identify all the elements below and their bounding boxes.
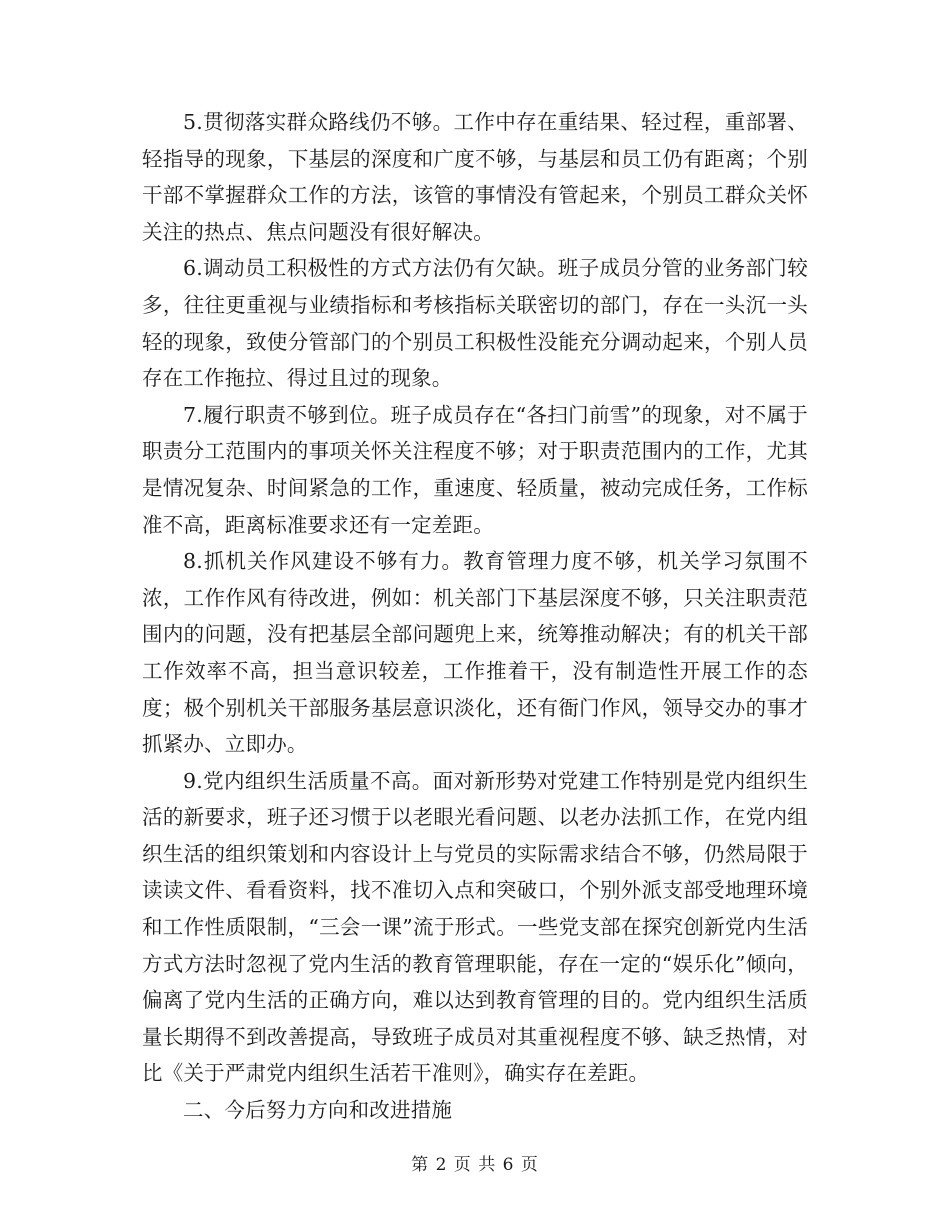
document-body [142,104,808,1129]
paragraph-item-5: 5.贯彻落实群众路线仍不够。工作中存在重结果、轻过程，重部署、轻指导的现象，下基层的深度和广度不够，与基层和员工仍有距离；个别干部不掌握群众工作的方法，该管的事情没有管起来，个别员工群众关怀关注的热点、焦点问题没有很好解决。 [142,110,808,244]
page-number-footer: 第 2 页 共 6 页 [411,1155,539,1175]
paragraph-item-6: 6.调动员工积极性的方式方法仍有欠缺。班子成员分管的业务部门较多，往往更重视与业绩指标和考核指标关联密切的部门，存在一头沉一头轻的现象，致使分管部门的个别员工积极性没能充分调动起来，个别人员存在工作拖拉、得过且过的现象。 [142,256,808,391]
section-heading: 二、今后努力方向和改进措施 [183,1098,453,1123]
paragraph-item-7: 7.履行职责不够到位。班子成员存在“各扫门前雪”的现象，对不属于职责分工范围内的事项关怀关注程度不够；对于职责范围内的工作，尤其是情况复杂、时间紧急的工作，重速度、轻质量，被动完成任务，工作标准不高，距离标准要求还有一定差距。 [142,402,808,537]
paragraph-item-8: 8.抓机关作风建设不够有力。教育管理力度不够，机关学习氛围不浓，工作作风有待改进，例如：机关部门下基层深度不够，只关注职责范围内的问题，没有把基层全部问题兜上来，统筹推动解决；有的机关干部工作效率不高，担当意识较差，工作推着干，没有制造性开展工作的态度；极个别机关干部服务基层意识淡化，还有衙门作风，领导交办的事才抓紧办、立即办。 [142,549,808,757]
paragraph-item-9: 9.党内组织生活质量不高。面对新形势对党建工作特别是党内组织生活的新要求，班子还习惯于以老眼光看问题、以老办法抓工作，在党内组织生活的组织策划和内容设计上与党员的实际需求结合不够，仍然局限于读读文件、看看资料，找不准切入点和突破口，个别外派支部受地理环境和工作性质限制，“三会一课”流于形式。一些党支部在探究创新党内生活方式方法时忽视了党内生活的教育管理职能，存在一定的“娱乐化”倾向，偏离了党内生活的正确方向，难以达到教育管理的目的。党内组织生活质量长期得不到改善提高，导致班子成员对其重视程度不够、缺乏热情，对比《关于严肃党内组织生活若干准则》，确实存在差距。 [142,768,808,1086]
